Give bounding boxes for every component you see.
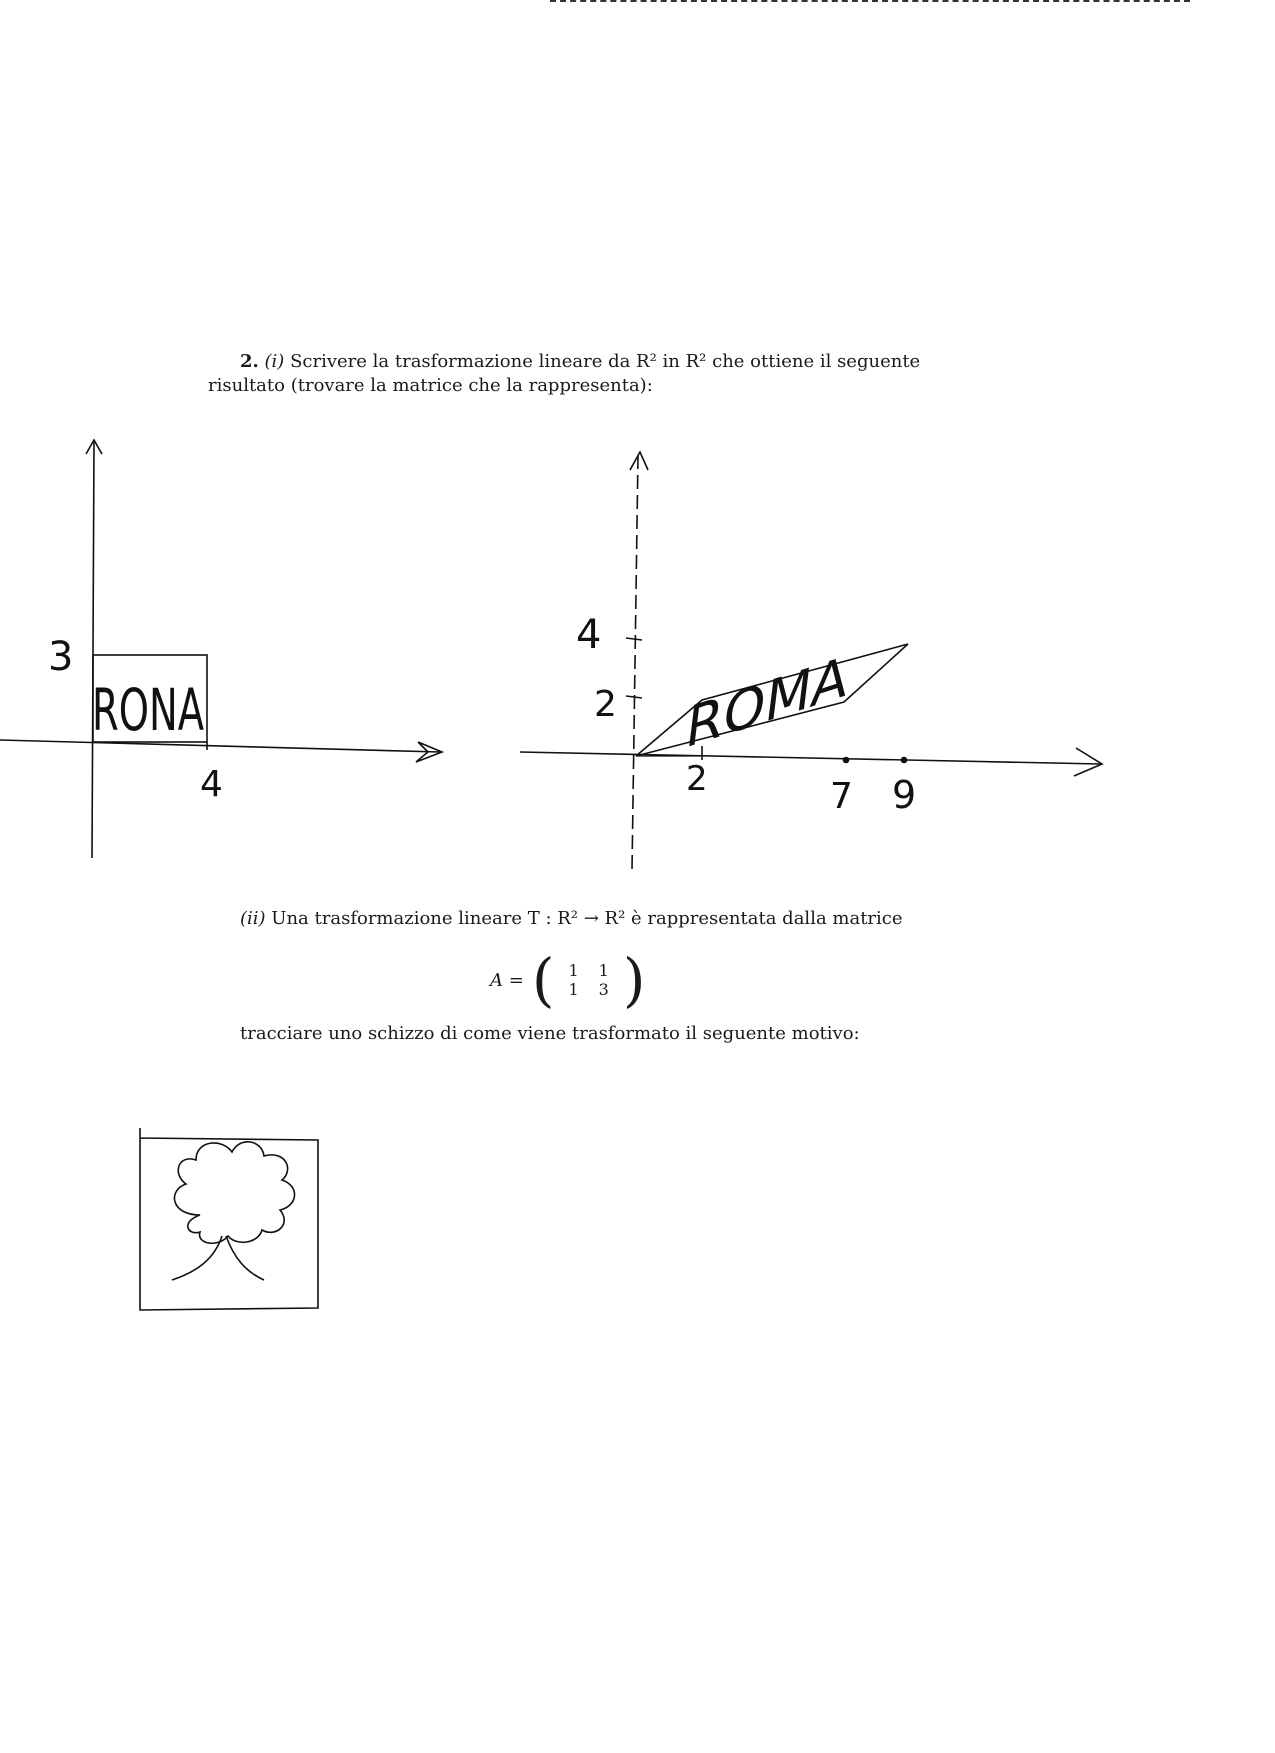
matrix-table: [558, 961, 618, 999]
matrix-cell: 1: [568, 961, 579, 980]
matrix-name: A =: [490, 969, 524, 991]
right-x-tick-7: [844, 758, 849, 763]
right-tick-x-9: 9: [892, 773, 917, 817]
matrix-cell: 1: [598, 961, 609, 980]
part-i-line-1: Scrivere la trasformazione lineare da R² in R² che ottiene il seguente: [290, 351, 921, 372]
left-x-axis: [0, 740, 440, 752]
tree-motif: [140, 1128, 318, 1310]
right-y-arrow: [630, 452, 648, 470]
part-ii-text: Una trasformazione lineare T : R² → R² è rappresentata dalla matrice: [271, 908, 903, 929]
matrix-block: [490, 946, 646, 1014]
right-tick-x-7: 7: [830, 776, 853, 817]
right-tick-x-2: 2: [686, 759, 708, 799]
right-y-tick-4: [626, 638, 642, 640]
motif-box: [140, 1128, 318, 1310]
part-i-line-2: risultato (trovare la matrice che la rappresenta):: [208, 375, 653, 396]
exercise-number: 2.: [240, 351, 259, 372]
right-x-arrow: [1074, 748, 1102, 776]
tree-icon: [172, 1142, 295, 1280]
right-y-axis: [632, 455, 638, 870]
left-tick-x: 4: [200, 764, 223, 805]
part-iii-text: tracciare uno schizzo di come viene trasformato il seguente motivo:: [240, 1023, 860, 1044]
part-i-label: (i): [264, 351, 285, 372]
right-x-tick-9: [902, 758, 907, 763]
left-tick-y: 3: [48, 634, 74, 680]
matrix-left-paren: (: [531, 946, 555, 1014]
part-ii-label: (ii): [240, 908, 266, 929]
right-word: ROMA: [682, 646, 841, 762]
part-ii-line: [240, 907, 903, 931]
right-tick-y-top: 4: [576, 612, 602, 658]
matrix-cell: 3: [598, 980, 609, 999]
right-tick-y-mid: 2: [594, 684, 617, 725]
right-y-tick-2: [626, 696, 642, 698]
matrix-cell: 1: [568, 980, 579, 999]
matrix-right-paren: ): [622, 946, 646, 1014]
left-word: RONA: [92, 676, 205, 744]
right-x-axis: [520, 752, 1100, 764]
left-y-axis: [92, 442, 94, 858]
